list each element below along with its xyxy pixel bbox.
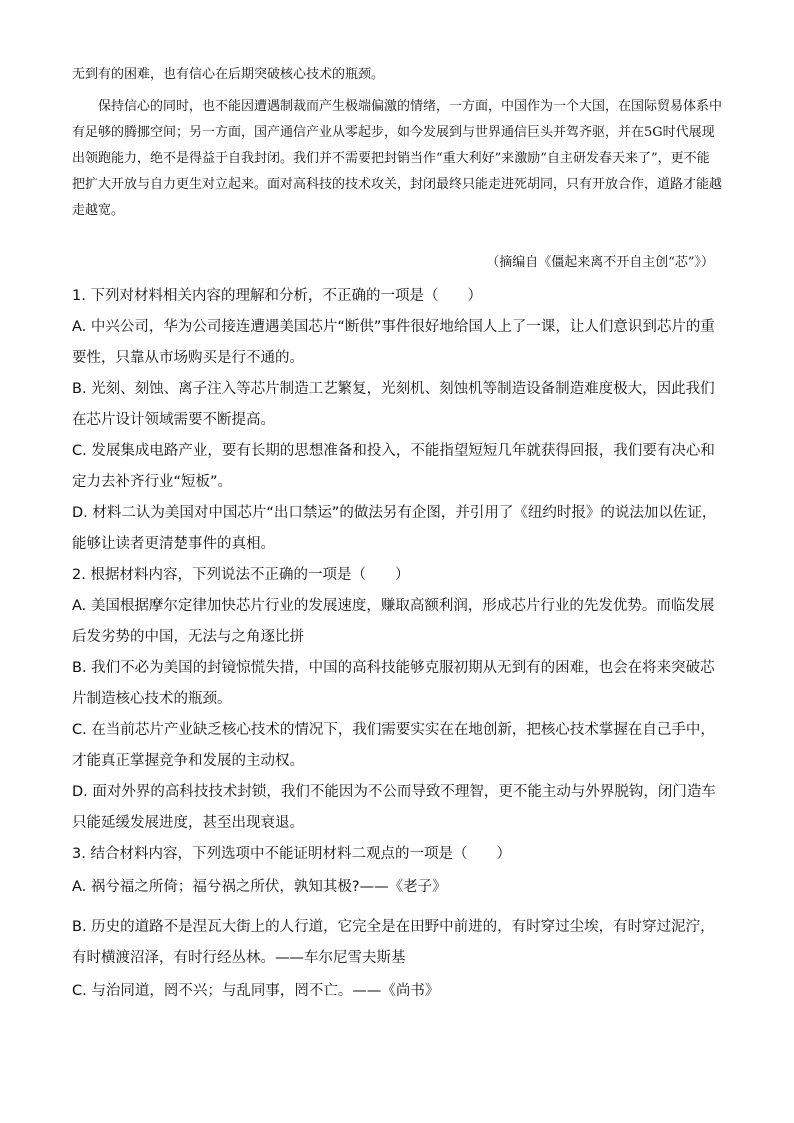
question-1-option-c: C. 发展集成电路产业，要有长期的思想准备和投入，不能指望短短几年就获得回报，我们要有决心和定力去补齐行业“短板”。 [72,443,715,490]
passage-source: （摘编自《僵起来离不开自主创“芯”》） [486,255,714,270]
question-3-option-c: C. 与治同道，罔不兴；与乱同事，罔不亡。——《尚书》 [72,983,440,999]
question-3-option-b: B. 历史的道路不是涅瓦大街上的人行道，它完全是在田野中前进的，有时穿过尘埃，有时穿过泥泞，有时横渡沼泽，有时行经丛林。——车尔尼雪夫斯基 [72,919,715,966]
question-2-option-b: B. 我们不必为美国的封镜惊慌失措，中国的高科技能够克服初期从无到有的困难，也会在将来突破芯片制造核心技术的瓶颈。 [72,660,715,707]
question-2-option-d: D. 面对外界的高科技技术封锁，我们不能因为不公而导致不理智，更不能主动与外界脱钩，闭门造车只能延缓发展进度，甚至出现衰退。 [72,784,716,831]
question-3-option-a: A. 祸兮福之所倚；福兮祸之所伏，孰知其极?——《老子》 [72,879,447,895]
question-1-stem: 1. 下列对材料相关内容的理解和分析，不正确的一项是（ ） [72,288,482,304]
question-1-option-b: B. 光刻、刻蚀、离子注入等芯片制造工艺繁复，光刻机、刻蚀机等制造设备制造难度极大，因此我们在芯片设计领域需要不断提高。 [72,381,715,428]
question-2-stem: 2. 根据材料内容，下列说法不正确的一项是（ ） [72,567,410,583]
question-2-option-c: C. 在当前芯片产业缺乏核心技术的情况下，我们需要实实在在地创新，把核心技术掌握在自己手中，才能真正掌握竞争和发展的主动权。 [72,722,715,769]
question-2-option-a: A. 美国根据摩尔定律加快芯片行业的发展速度，赚取高额利润，形成芯片行业的先发优势。而临发展后发劣势的中国，无法与之角逐比拼 [72,598,715,645]
question-3-stem: 3. 结合材料内容，下列选项中不能证明材料二观点的一项是（ ） [72,846,511,862]
passage-paragraph-1: 无到有的困难，也有信心在后期突破核心技术的瓶颈。 [72,67,385,82]
question-1-option-a: A. 中兴公司，华为公司接连遭遇美国芯片“断供”事件很好地给国人上了一课，让人们意识到芯片的重要性，只靠从市场购买是行不通的。 [72,319,715,366]
passage-paragraph-2: 保持信心的同时，也不能因遭遇制裁而产生极端偏激的情绪，一方面，中国作为一个大国，在国际贸易体系中有足够的腾挪空间；另一方面，国产通信产业从零起步，如今发展到与世界通信巨头并驾齐驱，并在5G时代展现出领跑能力，绝不是得益于自我封闭。我们并不需要把封销当作“重大利好”来激励“自主研发春天来了”，更不能把扩大开放与自力更生对立起来。面对高科技的技术攻关，封闭最终只能走进死胡同，只有开放合作，道路才能越走越宽。 [72,99,723,218]
question-1-option-d: D. 材料二认为美国对中国芯片“出口禁运”的做法另有企图，并引用了《纽约时报》的说法加以佐证，能够让读者更清楚事件的真相。 [72,505,717,552]
